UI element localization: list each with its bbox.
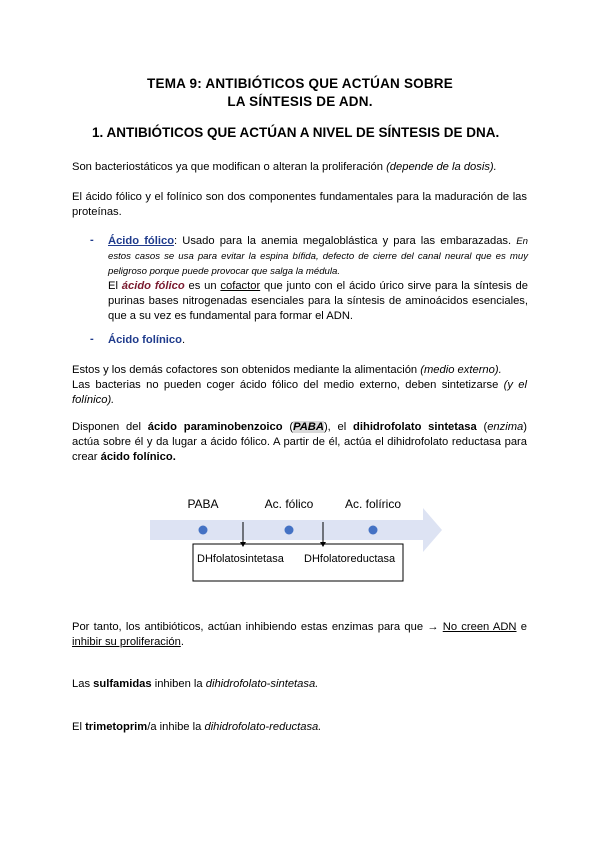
text-run: Las xyxy=(72,678,94,690)
bullet-term: Ácido fólico xyxy=(108,235,175,247)
label-folic: Ac. fólico xyxy=(264,497,314,511)
bullet-text: : Usado para la anemia megaloblástica y para las embarazadas. xyxy=(174,235,517,247)
bullet-note: En estos casos se usa para evitar la espina bífida, defecto de cierre del canal neural que es muy peligroso porque puede provocar que salga la médula. xyxy=(108,236,528,277)
term-trimetoprim: trimetoprim xyxy=(85,721,148,733)
text-run: Disponen del xyxy=(72,421,148,433)
text-run: ( xyxy=(282,421,294,433)
paragraph-text: Estos y los demás cofactores son obtenidos mediante la alimentación xyxy=(72,364,421,376)
paragraph-text: Las bacterias no pueden coger ácido fólico del medio externo, deben sintetizarse xyxy=(72,379,504,391)
sub-term: ácido fólico xyxy=(121,280,185,292)
paragraph-conclusion xyxy=(72,620,527,650)
italic-enzyme: dihidrofolato-sintetasa. xyxy=(205,678,319,690)
text-run: . xyxy=(180,636,184,648)
page-title-line1: TEMA 9: ANTIBIÓTICOS QUE ACTÚAN SOBRE xyxy=(147,76,453,91)
paragraph-text: Son bacteriostáticos ya que modifican o alteran la proliferación xyxy=(72,161,387,173)
underlined-text: No creen ADN xyxy=(442,621,517,633)
pathway-diagram xyxy=(0,480,600,590)
text-run: ( xyxy=(476,421,488,433)
text-run: e xyxy=(516,621,527,633)
underlined-text: inhibir su proliferación xyxy=(72,636,181,648)
term-sulfamidas: sulfamidas xyxy=(93,678,152,690)
term-synthetase: dihidrofolato sintetasa xyxy=(353,421,477,433)
bullet-dash: - xyxy=(90,234,94,246)
label-paba: PABA xyxy=(187,497,219,511)
section-heading: 1. ANTIBIÓTICOS QUE ACTÚAN A NIVEL DE SÍNTESIS DE DNA. xyxy=(92,125,500,140)
page-title-line2: LA SÍNTESIS DE ADN. xyxy=(227,94,373,109)
bullet-term: Ácido folínico xyxy=(108,334,182,346)
label-folinic: Ac. folírico xyxy=(344,497,402,511)
paragraph-cofactors xyxy=(72,363,527,408)
dot-folic xyxy=(285,526,294,535)
paragraph-paba xyxy=(72,420,527,465)
text-run: El xyxy=(72,721,86,733)
text-run: ) actúa sobre él y da lugar a ácido fólico. A partir de él, actúa el dihidrofolato reductasa para crear xyxy=(72,421,527,463)
sub-text-before: El xyxy=(108,280,122,292)
text-run: ), el xyxy=(323,421,354,433)
sub-text-mid: es un xyxy=(184,280,221,292)
bullet-folic-acid xyxy=(108,234,528,324)
sub-cofactor: cofactor xyxy=(220,280,261,292)
dot-paba xyxy=(199,526,208,535)
paragraph-italic: (depende de la dosis). xyxy=(386,161,497,173)
box-label-reductase: DHfolatoreductasa xyxy=(304,553,396,565)
bullet-dash: - xyxy=(90,333,94,345)
paragraph-italic: (medio externo). xyxy=(420,364,502,376)
dot-folinic xyxy=(369,526,378,535)
term-paba-acid: ácido paraminobenzoico xyxy=(147,421,283,433)
term-folinic: ácido folínico. xyxy=(100,451,176,463)
box-label-synthetase: DHfolatosintetasa xyxy=(197,553,284,565)
bullet-tail: . xyxy=(181,334,186,346)
text-run: Por tanto, los antibióticos, actúan inhibiendo estas enzimas para que → xyxy=(72,621,443,633)
paragraph-folic-folinic: El ácido fólico y el folínico son dos componentes fundamentales para la maduración de las proteínas. xyxy=(72,191,527,218)
text-run: /a inhibe la xyxy=(147,721,205,733)
highlight-paba: PABA xyxy=(293,421,324,433)
italic-enzyme: dihidrofolato-reductasa. xyxy=(204,721,322,733)
paragraph-sulfamidas xyxy=(72,677,527,692)
sub-text-after: que junto con el ácido úrico sirve para la síntesis de purinas bases nitrogenadas esenciales para la síntesis de aminoácidos esenciales, que a su vez es fundamental para formar el ADN. xyxy=(108,280,528,322)
paragraph-italic: (y el folínico). xyxy=(72,379,527,406)
paragraph-trimetoprim xyxy=(72,720,527,735)
pathway-arrow xyxy=(150,508,442,552)
paragraph-bacteriostatic xyxy=(72,160,527,175)
text-run: inhiben la xyxy=(151,678,206,690)
bullet-folinic-acid xyxy=(108,333,528,348)
italic-enzyme: enzima xyxy=(487,421,524,433)
